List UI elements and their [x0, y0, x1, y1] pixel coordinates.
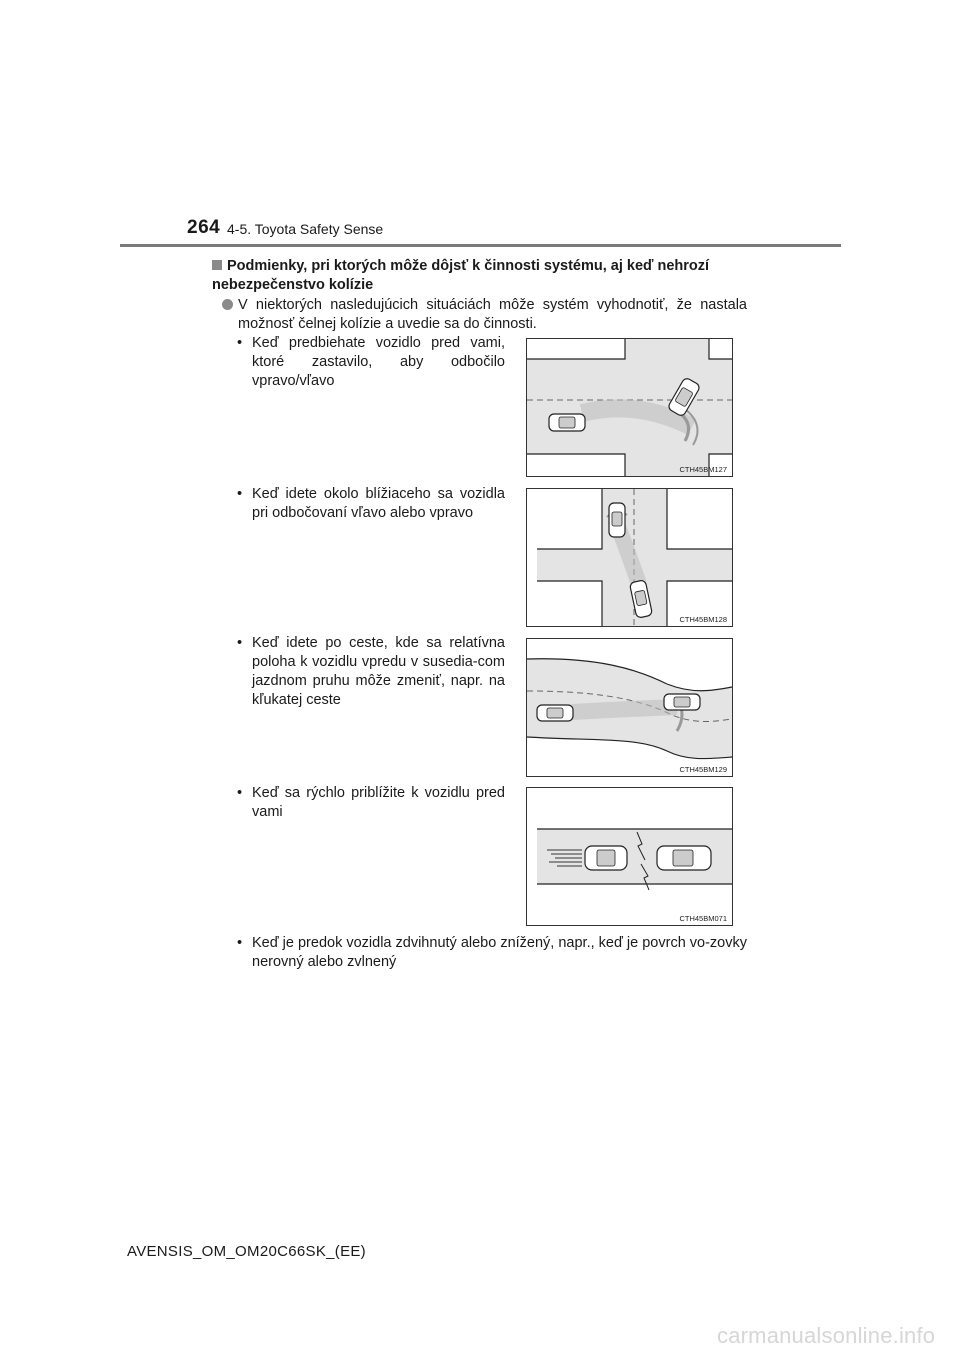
intro-text: V niektorých nasledujúcich situáciách môže systém vyhodnotiť, že nastala možnosť čelnej kolízie a uvedie sa do činnosti. [238, 297, 747, 332]
figure-code: CTH45BM129 [679, 765, 727, 774]
own-car [585, 846, 627, 870]
list-item [237, 784, 505, 822]
oncoming-car [609, 503, 625, 537]
intro-paragraph [222, 296, 747, 334]
condition-heading [212, 257, 747, 295]
figure-rapid-approach [526, 787, 733, 926]
list-item [237, 934, 747, 972]
car-in-adjacent-lane [664, 694, 700, 710]
section-title: 4-5. Toyota Safety Sense [227, 221, 384, 237]
bullet-marker: • [237, 785, 243, 801]
header-rule [120, 244, 841, 247]
page-number: 264 [187, 217, 221, 238]
bullet-marker: • [237, 935, 243, 951]
list-item [237, 634, 505, 710]
round-bullet-icon [222, 299, 233, 310]
condition-heading-text: Podmienky, pri ktorých môže dôjsť k činnosti systému, aj keď nehrozí nebezpečenstvo kolízie [212, 258, 710, 293]
lead-car [657, 846, 711, 870]
square-bullet-icon [212, 260, 222, 270]
bullet-marker: • [237, 486, 243, 502]
list-item-text: Keď je predok vozidla zdvihnutý alebo znížený, napr., keď je povrch vo-zovky nerovný alebo zvlnený [252, 935, 747, 970]
list-item-text: Keď idete po ceste, kde sa relatívna poloha k vozidlu vpredu v susedia-com jazdnom pruhu môže zmeniť, napr. na kľukatej ceste [252, 635, 505, 708]
figure-code: CTH45BM127 [679, 465, 727, 474]
figure-overtaking-turning-vehicle [526, 338, 733, 477]
list-item-text: Keď sa rýchlo priblížite k vozidlu pred vami [252, 785, 505, 820]
model-code: AVENSIS_OM_OM20C66SK_(EE) [127, 1243, 366, 1260]
list-item [237, 485, 505, 523]
list-item-text: Keď predbiehate vozidlo pred vami, ktoré zastavilo, aby odbočilo vpravo/vľavo [252, 335, 505, 389]
watermark: carmanualsonline.info [717, 1323, 936, 1348]
list-item-text: Keď idete okolo blížiaceho sa vozidla pri odbočovaní vľavo alebo vpravo [252, 486, 505, 521]
figure-winding-road [526, 638, 733, 777]
own-car [537, 705, 573, 721]
own-car [549, 414, 585, 431]
bullet-marker: • [237, 635, 243, 651]
figure-code: CTH45BM128 [679, 615, 727, 624]
bullet-marker: • [237, 335, 243, 351]
figure-code: CTH45BM071 [679, 914, 727, 923]
figure-oncoming-vehicle-turn [526, 488, 733, 627]
list-item [237, 334, 505, 391]
